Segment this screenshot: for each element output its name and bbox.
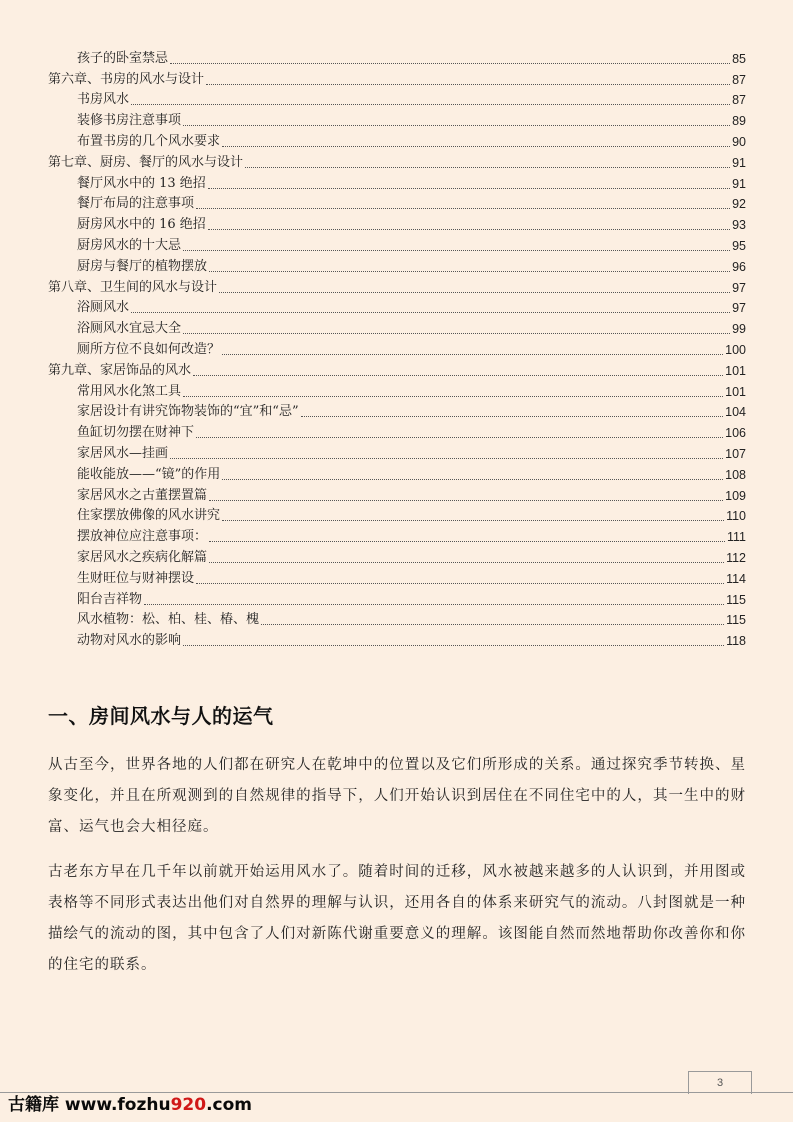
- toc-entry-page: 90: [732, 134, 746, 149]
- toc-section-entry[interactable]: [48, 235, 746, 256]
- toc-section-entry[interactable]: [48, 173, 746, 194]
- toc-chapter-entry[interactable]: [48, 277, 746, 298]
- toc-section-entry[interactable]: [48, 568, 746, 589]
- toc-dot-leader: [219, 291, 730, 293]
- toc-entry-title: 动物对风水的影响: [77, 633, 182, 649]
- toc-entry-title: 生财旺位与财神摆设: [77, 570, 195, 586]
- toc-entry-page: 97: [732, 301, 746, 316]
- toc-dot-leader: [183, 644, 724, 646]
- toc-entry-page: 104: [725, 405, 746, 420]
- toc-entry-title: 布置书房的几个风水要求: [77, 133, 221, 149]
- toc-entry-title: 家居风水之古董摆置篇: [77, 487, 208, 503]
- toc-entry-title: 书房风水: [77, 92, 130, 108]
- toc-section-entry[interactable]: [48, 589, 746, 610]
- toc-section-entry[interactable]: [48, 464, 746, 485]
- toc-section-entry[interactable]: [48, 298, 746, 319]
- toc-dot-leader: [222, 478, 723, 480]
- toc-entry-title: 厕所方位不良如何改造？: [77, 341, 221, 357]
- toc-entry-page: 96: [732, 259, 746, 274]
- toc-entry-title: 风水植物：松、柏、桂、椿、槐: [77, 612, 260, 628]
- toc-entry-page: 115: [726, 592, 746, 607]
- toc-dot-leader: [209, 270, 730, 272]
- toc-dot-leader: [208, 187, 730, 189]
- watermark-domain: .com: [206, 1095, 253, 1115]
- toc-dot-leader: [222, 519, 724, 521]
- watermark-text: 古籍库 www.fozhu: [8, 1095, 171, 1115]
- toc-dot-leader: [196, 207, 730, 209]
- toc-entry-title: 厨房与餐厅的植物摆放: [77, 258, 208, 274]
- toc-dot-leader: [131, 311, 730, 313]
- toc-dot-leader: [131, 103, 730, 105]
- toc-section-entry[interactable]: [48, 485, 746, 506]
- toc-entry-page: 112: [726, 550, 746, 565]
- table-of-contents: [48, 48, 746, 651]
- toc-entry-title: 住家摆放佛像的风水讲究: [77, 508, 221, 524]
- toc-section-entry[interactable]: [48, 547, 746, 568]
- toc-entry-title: 第六章、书房的风水与设计: [48, 71, 205, 87]
- toc-dot-leader: [170, 62, 730, 64]
- toc-entry-title: 第八章、卫生间的风水与设计: [48, 279, 218, 295]
- toc-entry-title: 浴厕风水宜忌大全: [77, 321, 182, 337]
- toc-section-entry[interactable]: [48, 318, 746, 339]
- site-watermark[interactable]: [8, 1090, 252, 1115]
- toc-dot-leader: [183, 332, 730, 334]
- toc-entry-title: 能收能放——“镜”的作用: [77, 466, 221, 482]
- toc-entry-page: 108: [725, 467, 746, 482]
- toc-chapter-entry[interactable]: [48, 360, 746, 381]
- toc-section-entry[interactable]: [48, 256, 746, 277]
- toc-dot-leader: [301, 415, 724, 417]
- toc-dot-leader: [193, 374, 723, 376]
- body-paragraph: 从古至今，世界各地的人们都在研究人在乾坤中的位置以及它们所形成的关系。通过探究季节转换、星象变化，并且在所观测到的自然规律的指导下，人们开始认识到居住在不同住宅中的人，其一生中的财富、运气也会大相径庭。: [48, 757, 746, 835]
- toc-section-entry[interactable]: [48, 131, 746, 152]
- toc-entry-title: 第七章、厨房、餐厅的风水与设计: [48, 154, 244, 170]
- toc-section-entry[interactable]: [48, 443, 746, 464]
- toc-entry-title: 家居风水—挂画: [77, 445, 169, 461]
- toc-entry-page: 87: [732, 72, 746, 87]
- toc-dot-leader: [183, 249, 730, 251]
- toc-entry-page: 100: [725, 342, 746, 357]
- toc-entry-title: 阳台吉祥物: [77, 591, 143, 607]
- toc-entry-title: 厨房风水中的 16 绝招: [77, 217, 206, 233]
- toc-dot-leader: [209, 561, 724, 563]
- toc-entry-page: 91: [732, 155, 746, 170]
- toc-section-entry[interactable]: [48, 422, 746, 443]
- toc-entry-page: 111: [726, 530, 746, 545]
- toc-entry-page: 85: [732, 51, 746, 66]
- toc-dot-leader: [144, 603, 724, 605]
- toc-entry-page: 118: [726, 634, 746, 649]
- toc-dot-leader: [245, 166, 730, 168]
- toc-entry-title: 家居设计有讲究饰物装饰的“宜”和“忌”: [77, 404, 299, 420]
- toc-chapter-entry[interactable]: [48, 69, 746, 90]
- toc-section-entry[interactable]: [48, 339, 746, 360]
- body-paragraph: 古老东方早在几千年以前就开始运用风水了。随着时间的迁移，风水被越来越多的人认识到，并用图或表格等不同形式表达出他们对自然界的理解与认识，还用各自的体系来研究气的流动。八封图就是一种描绘气的流动的图，其中包含了人们对新陈代谢重要意义的理解。该图能自然而然地帮助你改善你和你的住宅的联系。: [48, 864, 746, 973]
- toc-section-entry[interactable]: [48, 610, 746, 631]
- toc-entry-title: 鱼缸切勿摆在财神下: [77, 425, 195, 441]
- toc-entry-page: 106: [725, 426, 746, 441]
- toc-section-entry[interactable]: [48, 381, 746, 402]
- toc-section-entry[interactable]: [48, 194, 746, 215]
- toc-dot-leader: [206, 83, 730, 85]
- watermark-number: 920: [170, 1095, 207, 1115]
- toc-entry-page: 107: [725, 446, 746, 461]
- toc-entry-page: 97: [732, 280, 746, 295]
- toc-entry-title: 家居风水之疾病化解篇: [77, 549, 208, 565]
- toc-entry-page: 114: [726, 571, 746, 586]
- toc-entry-page: 93: [732, 218, 746, 233]
- toc-section-entry[interactable]: [48, 214, 746, 235]
- toc-dot-leader: [209, 540, 725, 542]
- toc-section-entry[interactable]: [48, 402, 746, 423]
- toc-entry-title: 常用风水化煞工具: [77, 383, 182, 399]
- toc-dot-leader: [222, 145, 730, 147]
- toc-section-entry[interactable]: [48, 110, 746, 131]
- toc-entry-title: 第九章、家居饰品的风水: [48, 362, 192, 378]
- toc-entry-page: 101: [725, 384, 746, 399]
- toc-dot-leader: [196, 582, 724, 584]
- toc-dot-leader: [261, 623, 724, 625]
- toc-entry-page: 101: [725, 363, 746, 378]
- toc-entry-page: 109: [725, 488, 746, 503]
- toc-entry-title: 餐厅风水中的 13 绝招: [77, 175, 206, 191]
- toc-dot-leader: [170, 457, 723, 459]
- section-heading: 一、房间风水与人的运气: [48, 704, 274, 728]
- toc-dot-leader: [196, 436, 723, 438]
- toc-entry-page: 95: [732, 238, 746, 253]
- toc-entry-page: 115: [726, 613, 746, 628]
- toc-entry-title: 浴厕风水: [77, 300, 130, 316]
- toc-dot-leader: [183, 124, 730, 126]
- toc-chapter-entry[interactable]: [48, 152, 746, 173]
- toc-dot-leader: [209, 499, 723, 501]
- toc-entry-title: 厨房风水的十大忌: [77, 237, 182, 253]
- toc-entry-page: 91: [732, 176, 746, 191]
- page-number: 3: [688, 1071, 752, 1094]
- toc-section-entry[interactable]: [48, 526, 746, 547]
- toc-entry-page: 92: [732, 197, 746, 212]
- toc-dot-leader: [183, 395, 723, 397]
- toc-section-entry[interactable]: [48, 90, 746, 111]
- section-body: [48, 750, 746, 995]
- toc-entry-title: 摆放神位应注意事项：: [77, 529, 208, 545]
- toc-entry-page: 99: [732, 322, 746, 337]
- toc-section-entry[interactable]: [48, 630, 746, 651]
- toc-entry-page: 89: [732, 114, 746, 129]
- toc-dot-leader: [208, 228, 730, 230]
- toc-entry-page: 87: [732, 93, 746, 108]
- toc-section-entry[interactable]: [48, 48, 746, 69]
- toc-dot-leader: [222, 353, 723, 355]
- toc-entry-title: 餐厅布局的注意事项: [77, 196, 195, 212]
- toc-entry-title: 装修书房注意事项: [77, 113, 182, 129]
- toc-section-entry[interactable]: [48, 506, 746, 527]
- toc-entry-title: 孩子的卧室禁忌: [77, 50, 169, 66]
- toc-entry-page: 110: [726, 509, 746, 524]
